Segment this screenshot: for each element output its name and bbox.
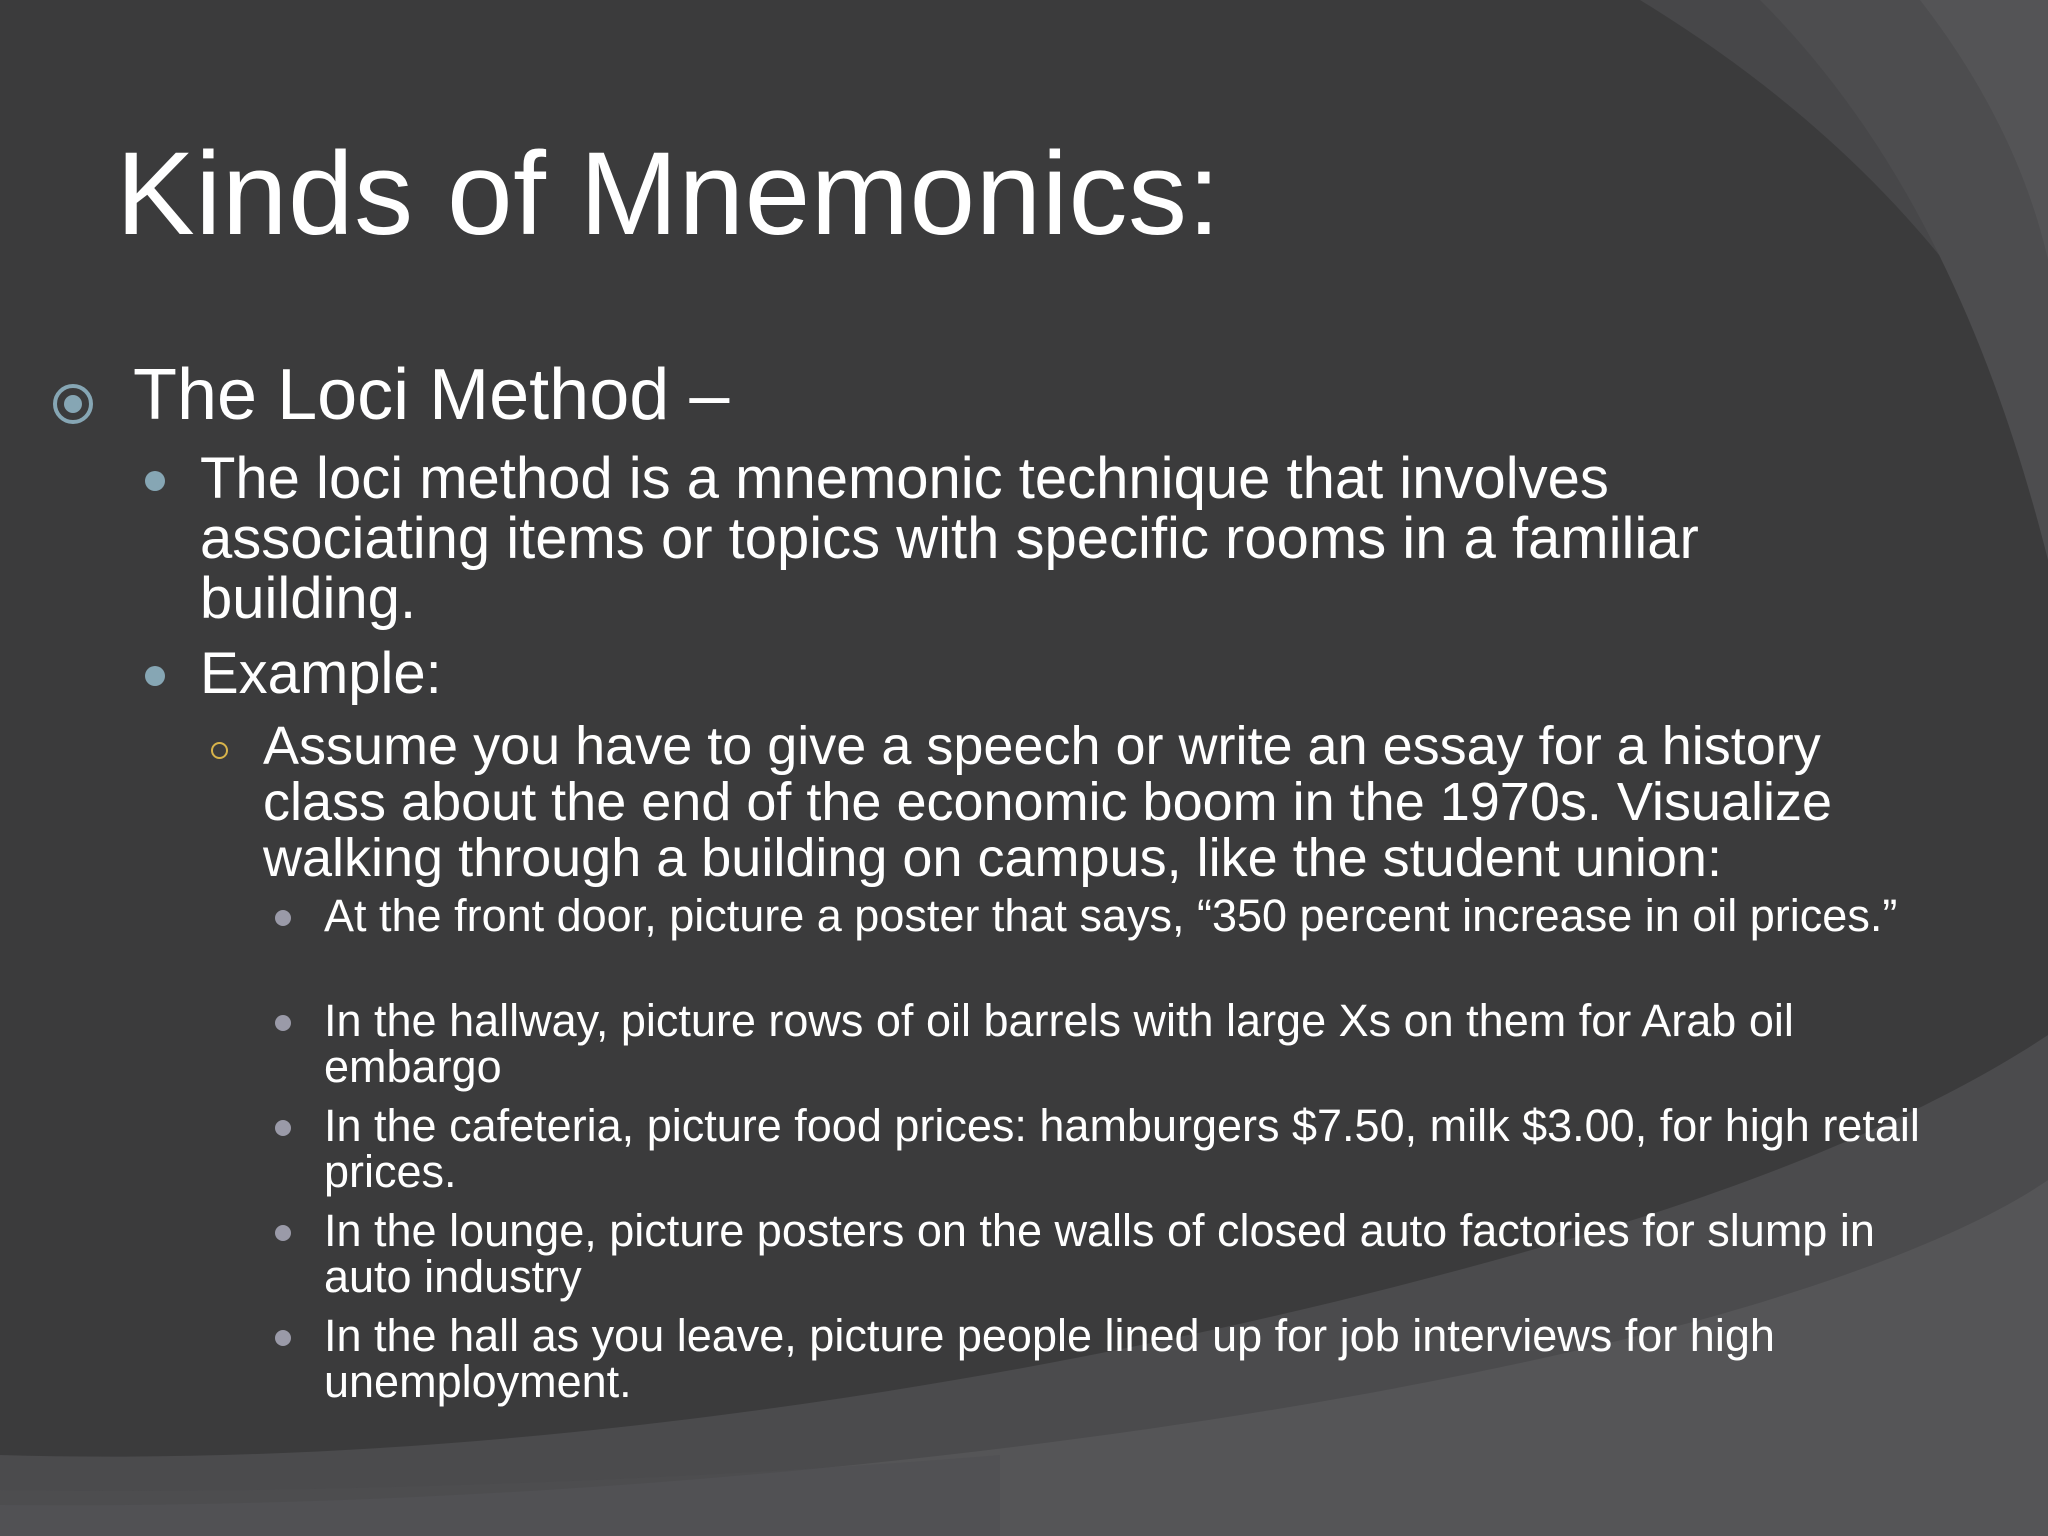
detail-lounge: In the lounge, picture posters on the walls of closed auto factories for slump in auto industry	[324, 1205, 1875, 1302]
slide-title: Kinds of Mnemonics:	[116, 128, 1221, 260]
detail-hallway: In the hallway, picture rows of oil barrels with large Xs on them for Arab oil embargo	[324, 995, 1794, 1092]
definition-point: The loci method is a mnemonic technique that involves associating items or topics with specific rooms in a familiar building.	[200, 446, 1699, 631]
detail-cafeteria: In the cafeteria, picture food prices: hamburgers $7.50, milk $3.00, for high retail prices.	[324, 1100, 1920, 1197]
small-dot-bullet-icon	[275, 1120, 291, 1136]
example-label: Example:	[200, 641, 442, 706]
target-circle-icon	[51, 382, 95, 426]
ring-bullet-icon	[211, 742, 228, 759]
dot-bullet-icon	[145, 471, 165, 491]
small-dot-bullet-icon	[275, 1330, 291, 1346]
loci-method-heading: The Loci Method –	[133, 355, 730, 435]
example-description: Assume you have to give a speech or write an essay for a history class about the end of the economic boom in the 1970s. Visualize walking through a building on campus, like the student union:	[263, 716, 1833, 888]
dot-bullet-icon	[145, 666, 165, 686]
detail-hall-leaving: In the hall as you leave, picture people lined up for job interviews for high unemployment.	[324, 1310, 1775, 1407]
small-dot-bullet-icon	[275, 1015, 291, 1031]
small-dot-bullet-icon	[275, 910, 291, 926]
small-dot-bullet-icon	[275, 1225, 291, 1241]
detail-front-door: At the front door, picture a poster that says, “350 percent increase in oil prices.”	[324, 890, 1898, 941]
